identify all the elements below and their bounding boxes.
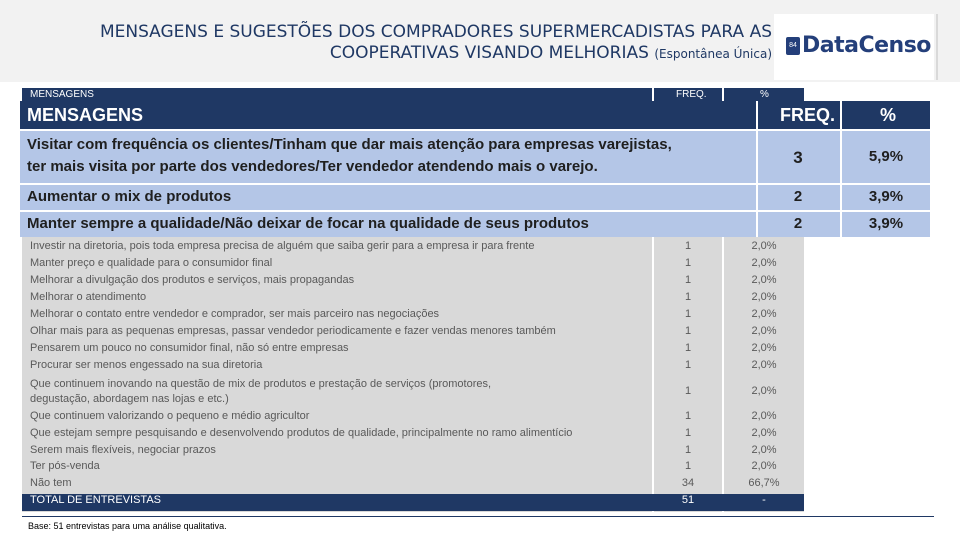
table-row: Investir na diretoria, pois toda empresa precisa de alguém que saiba gerir para a empresa ir para frente 1 2,0% (30, 240, 777, 252)
col-message-header: MENSAGENS (30, 89, 94, 100)
title-line-2: COOPERATIVAS VISANDO MELHORIAS (329, 43, 649, 63)
table-row: Manter preço e qualidade para o consumidor final 1 2,0% (30, 257, 777, 269)
table-header (22, 88, 804, 102)
title-line-1: MENSAGENS E SUGESTÕES DOS COMPRADORES SUPERMERCADISTAS PARA AS (99, 22, 772, 42)
datacenso-logo (786, 33, 931, 58)
highlight-table (20, 101, 930, 237)
table-row: Melhorar a divulgação dos produtos e serviços, mais propagandas 1 2,0% (30, 274, 777, 286)
table-row: Procurar ser menos engessado na sua diretoria 1 2,0% (30, 359, 777, 371)
base-note: Base: 51 entrevistas para uma análise qualitativa. (28, 521, 227, 531)
logo-divider (936, 14, 938, 80)
column-divider (756, 101, 758, 237)
table-row: Serem mais flexíveis, negociar prazos 1 2,0% (30, 444, 777, 456)
logo-text: DataCenso (802, 33, 931, 58)
table-total-row: TOTAL DE ENTREVISTAS 51 - (22, 494, 804, 511)
column-divider (840, 101, 842, 237)
col-freq-header: FREQ. (676, 89, 707, 100)
highlight-col-message: MENSAGENS (27, 105, 144, 125)
table-row: Pensarem um pouco no consumidor final, não só entre empresas 1 2,0% (30, 342, 777, 354)
table-row: Que continuem inovando na questão de mix de produtos e prestação de serviços (promotores, degustação, abordagem nas lojas e etc.) 1 2,0% (30, 378, 777, 405)
table-row: Melhorar o atendimento 1 2,0% (30, 291, 777, 303)
highlight-row: Manter sempre a qualidade/Não deixar de focar na qualidade de seus produtos 2 3,9% (20, 212, 930, 237)
col-pct-header: % (760, 89, 769, 100)
table-row: Que estejam sempre pesquisando e desenvolvendo produtos de qualidade, principalmente no ramo alimentício 1 2,0% (30, 427, 777, 439)
highlight-col-freq: FREQ. (780, 105, 836, 125)
highlight-row: Aumentar o mix de produtos 2 3,9% (20, 185, 930, 210)
table-row: Olhar mais para as pequenas empresas, passar vendedor periodicamente e fazer vendas menores também 1 2,0% (30, 325, 777, 337)
table-row: Não tem 34 66,7% (30, 477, 780, 489)
highlight-row: Visitar com frequência os clientes/Tinham que dar mais atenção para empresas varejistas, ter mais visita por parte dos vendedores/Ter vendedor atendendo mais o varejo. 3 5,9% (20, 131, 930, 183)
title-suffix: (Espontânea Única) (654, 47, 772, 61)
logo-mark-icon: 84 (786, 37, 800, 55)
page-title (20, 22, 772, 65)
footer-divider (22, 516, 934, 517)
highlight-header (20, 101, 930, 129)
highlight-col-pct: % (880, 105, 897, 125)
table-row: Melhorar o contato entre vendedor e comprador, ser mais parceiro nas negociações 1 2,0% (30, 308, 777, 320)
table-row: Ter pós-venda 1 2,0% (30, 460, 777, 472)
table-row: Que continuem valorizando o pequeno e médio agricultor 1 2,0% (30, 410, 777, 422)
